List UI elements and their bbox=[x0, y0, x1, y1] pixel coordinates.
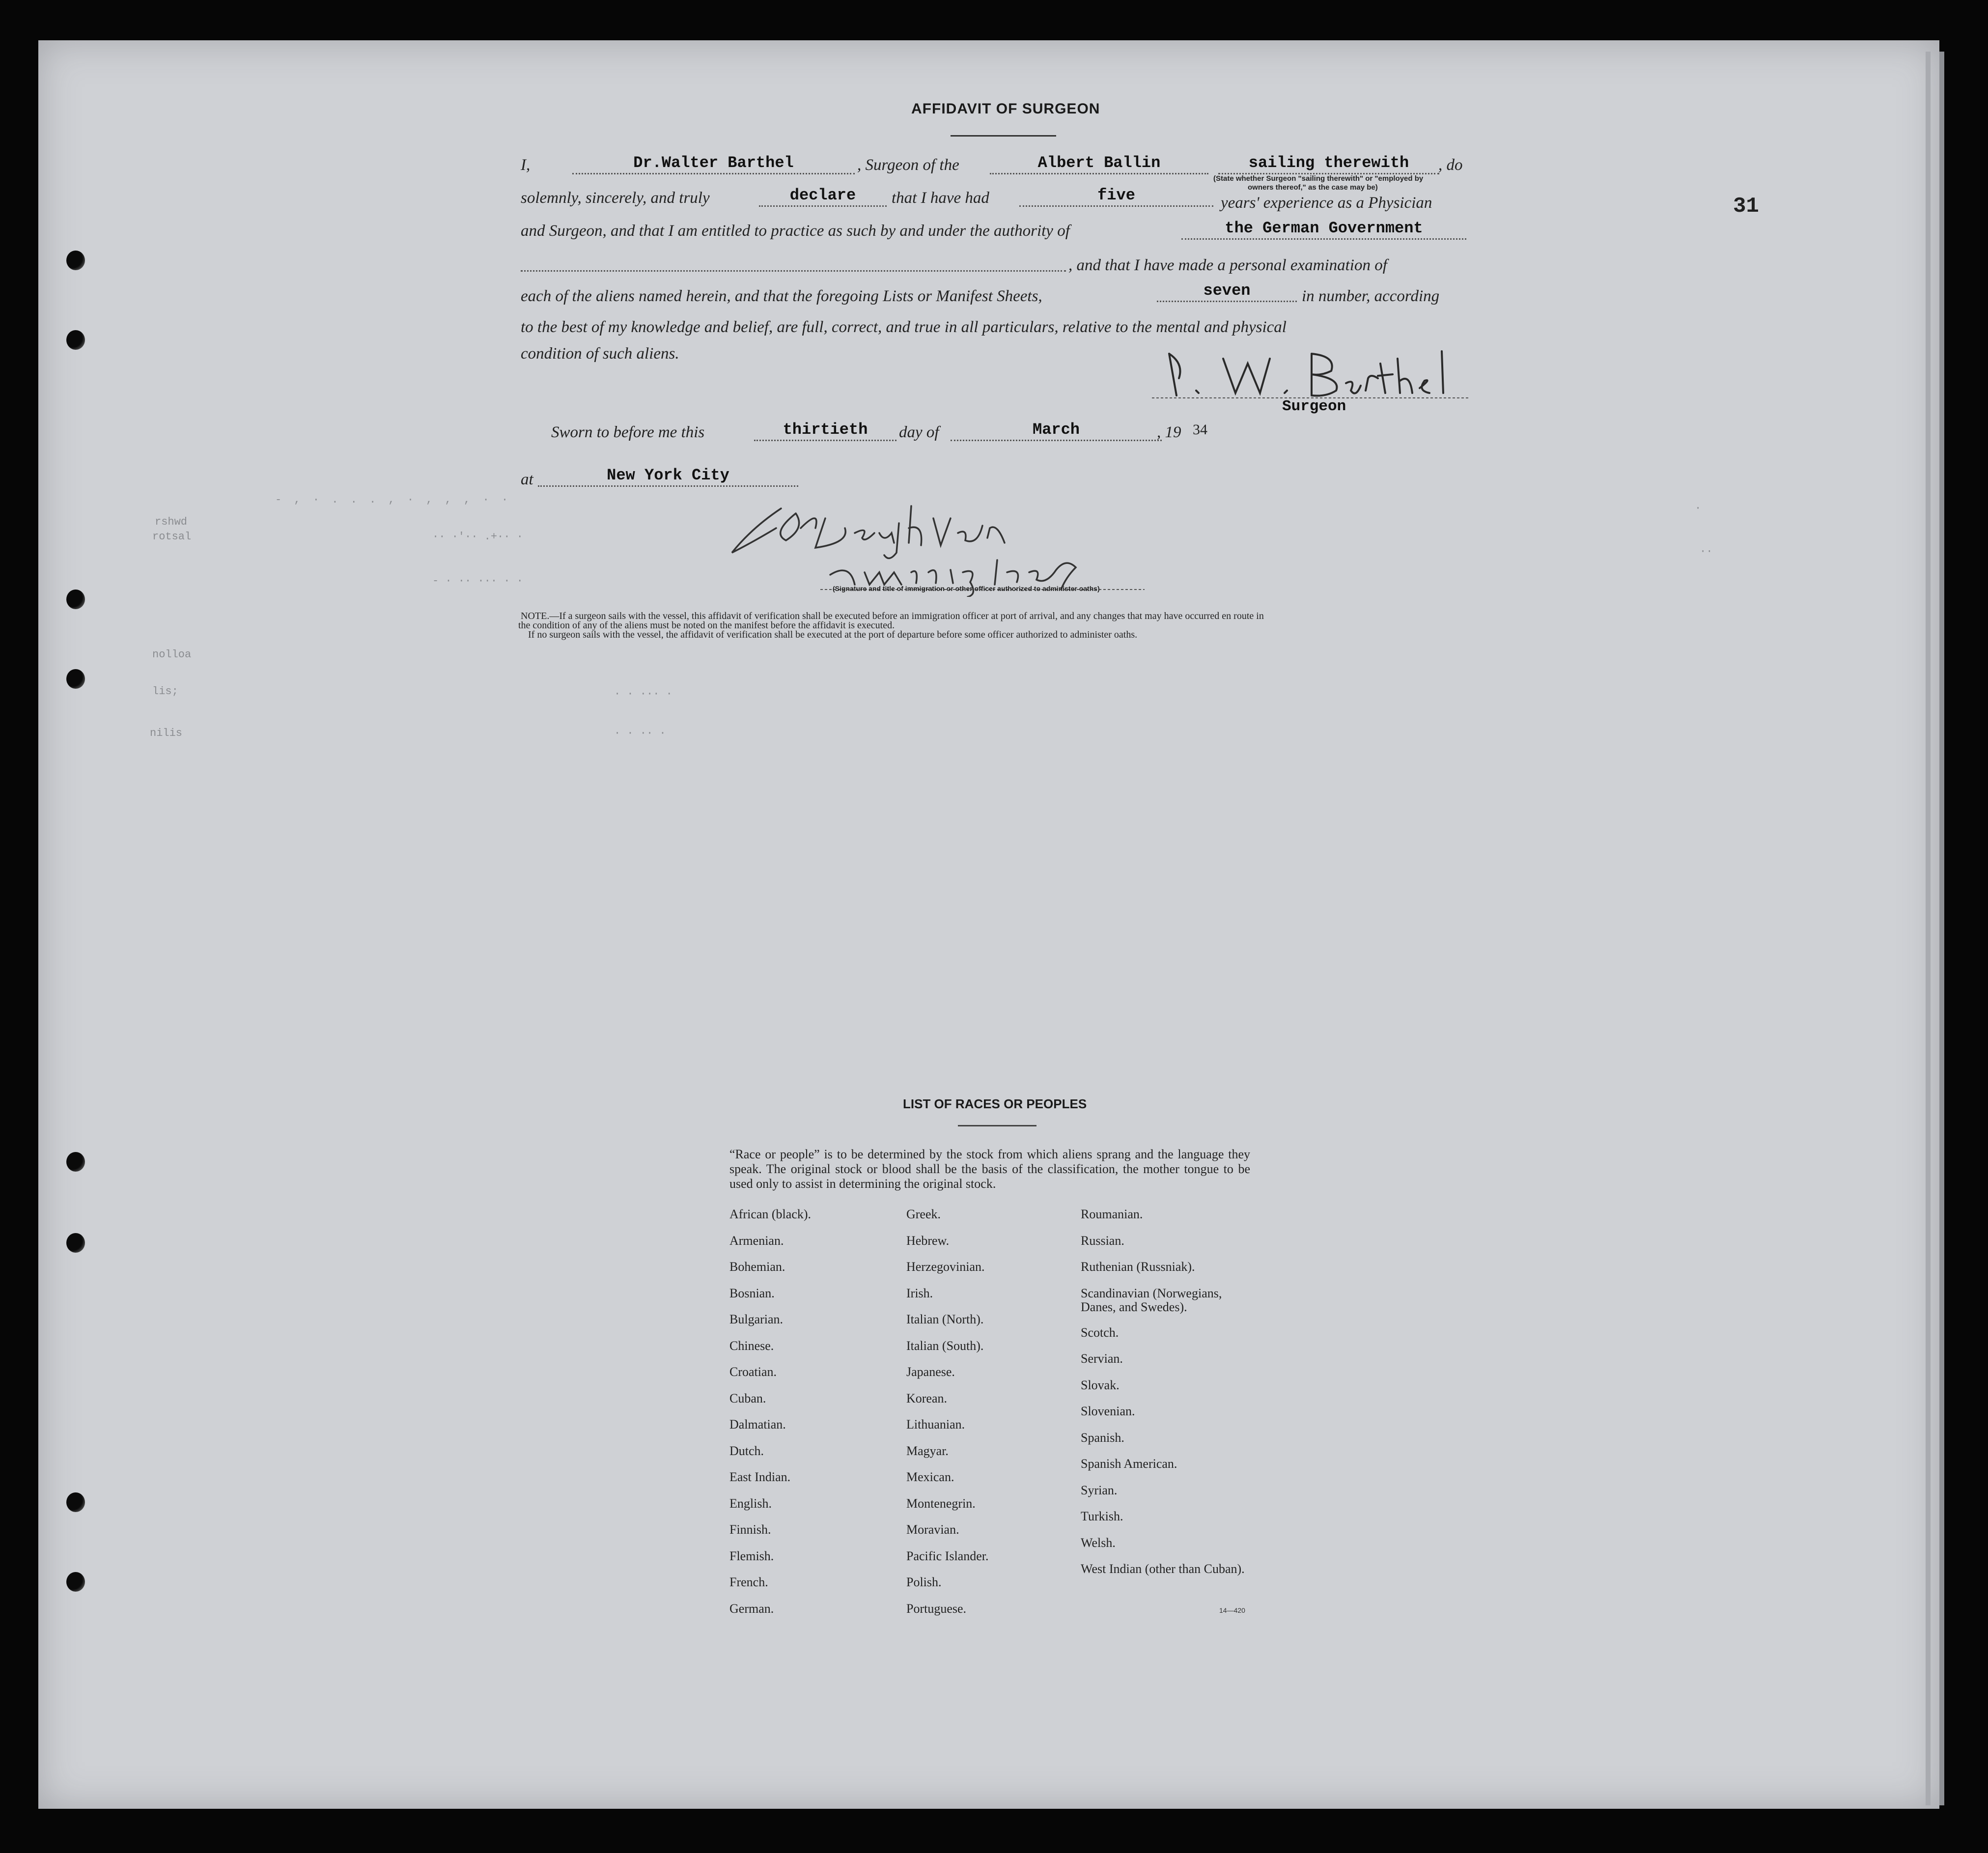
sworn-month-field: March bbox=[951, 420, 1162, 441]
race-list-item: Bosnian. bbox=[729, 1286, 775, 1300]
race-list-item: Dutch. bbox=[729, 1443, 764, 1458]
race-list-item: Cuban. bbox=[729, 1391, 766, 1405]
capacity-field: sailing therewith bbox=[1218, 153, 1439, 174]
text-each-of: each of the aliens named herein, and that the foregoing Lists or Manifest Sheets, bbox=[521, 287, 1042, 305]
binder-hole-icon bbox=[66, 669, 85, 689]
races-column-3 bbox=[1081, 1207, 1248, 1601]
bleed-through-text: lis; bbox=[152, 685, 178, 698]
race-list-item: Spanish. bbox=[1081, 1430, 1124, 1445]
place-field: New York City bbox=[538, 466, 798, 487]
signature-caption: (Signature and title of immigration or other officer authorized to administer oaths) bbox=[833, 585, 1100, 592]
bleed-through-text: rshwd bbox=[155, 516, 188, 528]
bleed-through-text: rotsal bbox=[152, 531, 192, 543]
race-list-item: Portuguese. bbox=[906, 1601, 967, 1616]
text-solemnly: solemnly, sincerely, and truly bbox=[521, 189, 710, 207]
race-list-item: Croatian. bbox=[729, 1365, 777, 1379]
authority-field: the German Government bbox=[1181, 219, 1466, 240]
bleed-through-text: · bbox=[1695, 502, 1702, 514]
bleed-through-text: - , · . . . , · , , , · · bbox=[275, 494, 511, 506]
text-condition: condition of such aliens. bbox=[521, 345, 679, 363]
race-list-item: Turkish. bbox=[1081, 1509, 1123, 1523]
race-list-item: Finnish. bbox=[729, 1522, 771, 1537]
sheets-field: seven bbox=[1157, 281, 1297, 302]
race-list-item: Herzegovinian. bbox=[906, 1260, 985, 1274]
text-have-had: that I have had bbox=[892, 189, 989, 207]
bleed-through-text: nolloa bbox=[152, 648, 192, 661]
race-list-item: Mexican. bbox=[906, 1470, 954, 1484]
bleed-through-text: · · ·· · bbox=[614, 727, 666, 739]
binder-hole-icon bbox=[66, 1572, 85, 1592]
race-list-item: Slovenian. bbox=[1081, 1404, 1135, 1418]
race-list-item: Roumanian. bbox=[1081, 1207, 1143, 1221]
race-list-item: Pacific Islander. bbox=[906, 1548, 989, 1563]
race-list-item: Irish. bbox=[906, 1286, 933, 1300]
race-list-item: Armenian. bbox=[729, 1233, 784, 1248]
sworn-year-field: 34 bbox=[1193, 421, 1207, 438]
race-list-item: Korean. bbox=[906, 1391, 948, 1405]
text-and-that: , and that I have made a personal examination of bbox=[1068, 256, 1387, 274]
race-list-item: German. bbox=[729, 1601, 774, 1616]
bleed-through-text: ·· ·'·· .+·· · bbox=[432, 531, 523, 543]
text-to-best: to the best of my knowledge and belief, are full, correct, and true in all particulars, relative to the mental and physical bbox=[521, 318, 1287, 336]
races-column-1 bbox=[729, 1207, 896, 1628]
binder-hole-icon bbox=[66, 1233, 85, 1253]
declare-field: declare bbox=[759, 186, 887, 207]
sworn-day-field: thirtieth bbox=[754, 420, 896, 441]
race-list-item: Slovak. bbox=[1081, 1377, 1120, 1392]
text-at: at bbox=[521, 471, 533, 488]
title-underline bbox=[951, 135, 1056, 137]
binder-hole-icon bbox=[66, 330, 85, 350]
page-edge bbox=[1926, 52, 1931, 1805]
note-line-1: NOTE.—If a surgeon sails with the vessel, this affidavit of verification shall be executed before an immigration officer at port of arrival, and any changes that may have occurred en route in bbox=[521, 611, 1264, 621]
race-list-item: Greek. bbox=[906, 1207, 941, 1221]
page-number: 31 bbox=[1733, 194, 1759, 219]
race-list-item: Syrian. bbox=[1081, 1483, 1118, 1497]
race-list-item: Russian. bbox=[1081, 1233, 1124, 1248]
officer-signature bbox=[722, 499, 1154, 597]
binder-hole-icon bbox=[66, 251, 85, 270]
race-list-item: French. bbox=[729, 1575, 768, 1589]
race-list-item: English. bbox=[729, 1496, 772, 1511]
race-list-item: Magyar. bbox=[906, 1443, 949, 1458]
race-list-item: Dalmatian. bbox=[729, 1417, 786, 1432]
race-list-item: African (black). bbox=[729, 1207, 812, 1221]
text-day-of: day of bbox=[899, 423, 939, 441]
race-list-item: Scotch. bbox=[1081, 1325, 1119, 1340]
text-i: I, bbox=[521, 156, 531, 174]
race-list-item: West Indian (other than Cuban). bbox=[1081, 1562, 1245, 1576]
form-number: 14—420 bbox=[1219, 1606, 1245, 1614]
races-title: LIST OF RACES OR PEOPLES bbox=[903, 1096, 1087, 1111]
race-list-item: Montenegrin. bbox=[906, 1496, 976, 1511]
race-list-item: Ruthenian (Russniak). bbox=[1081, 1260, 1195, 1274]
race-list-item: Lithuanian. bbox=[906, 1417, 965, 1432]
text-in-number: in number, according bbox=[1302, 287, 1440, 305]
race-list-item: Flemish. bbox=[729, 1548, 774, 1563]
text-years-experience: years' experience as a Physician bbox=[1221, 194, 1432, 212]
text-surgeon-of: , Surgeon of the bbox=[857, 156, 959, 174]
text-do: , do bbox=[1438, 156, 1463, 174]
race-list-item: Bohemian. bbox=[729, 1260, 785, 1274]
affidavit-title: AFFIDAVIT OF SURGEON bbox=[911, 101, 1100, 117]
binder-hole-icon bbox=[66, 1152, 85, 1172]
years-field: five bbox=[1019, 186, 1213, 207]
race-list-item: Scandinavian (Norwegians, Danes, and Swedes). bbox=[1081, 1286, 1222, 1314]
bleed-through-text: · · ··· · bbox=[614, 688, 672, 700]
races-intro: “Race or people” is to be determined by the stock from which aliens sprang and the language they speak. The original stock or blood shall be the basis of the classification, the mother tongue to be used only to assist in determining the original stock. bbox=[729, 1147, 1250, 1191]
race-list-item: Moravian. bbox=[906, 1522, 959, 1537]
vessel-field: Albert Ballin bbox=[990, 153, 1208, 174]
capacity-note: (State whether Surgeon "sailing therewith" or "employed by bbox=[1213, 174, 1424, 183]
note-line-2: the condition of any of the aliens must be noted on the manifest before the affidavit is executed. bbox=[518, 620, 895, 631]
binder-hole-icon bbox=[66, 1492, 85, 1512]
surgeon-label: Surgeon bbox=[1282, 398, 1346, 415]
bleed-through-text: nilis bbox=[150, 727, 183, 739]
race-list-item: Spanish American. bbox=[1081, 1457, 1177, 1471]
authority-continued-field bbox=[521, 251, 1066, 272]
page-edge bbox=[1939, 52, 1944, 1805]
binder-hole-icon bbox=[66, 590, 85, 609]
note-line-3: If no surgeon sails with the vessel, the affidavit of verification shall be executed at the port of departure before some officer authorized to administer oaths. bbox=[528, 629, 1138, 640]
race-list-item: East Indian. bbox=[729, 1470, 791, 1484]
text-and-surgeon: and Surgeon, and that I am entitled to practice as such by and under the authority of bbox=[521, 222, 1070, 240]
race-list-item: Polish. bbox=[906, 1575, 942, 1589]
race-list-item: Japanese. bbox=[906, 1365, 955, 1379]
race-list-item: Italian (South). bbox=[906, 1338, 984, 1353]
bleed-through-text: - · ·· ··· · · bbox=[432, 575, 523, 587]
race-list-item: Italian (North). bbox=[906, 1312, 984, 1326]
race-list-item: Hebrew. bbox=[906, 1233, 950, 1248]
surgeon-name-field: Dr.Walter Barthel bbox=[572, 153, 855, 174]
text-sworn: Sworn to before me this bbox=[551, 423, 705, 441]
race-list-item: Welsh. bbox=[1081, 1535, 1116, 1550]
text-comma-19: , 19 bbox=[1157, 423, 1181, 441]
race-list-item: Bulgarian. bbox=[729, 1312, 784, 1326]
races-column-2 bbox=[906, 1207, 1073, 1628]
races-title-underline bbox=[958, 1125, 1036, 1126]
race-list-item: Servian. bbox=[1081, 1351, 1123, 1366]
bleed-through-text: ·· bbox=[1700, 545, 1713, 558]
capacity-note: owners thereof," as the case may be) bbox=[1248, 183, 1378, 192]
race-list-item: Chinese. bbox=[729, 1338, 774, 1353]
